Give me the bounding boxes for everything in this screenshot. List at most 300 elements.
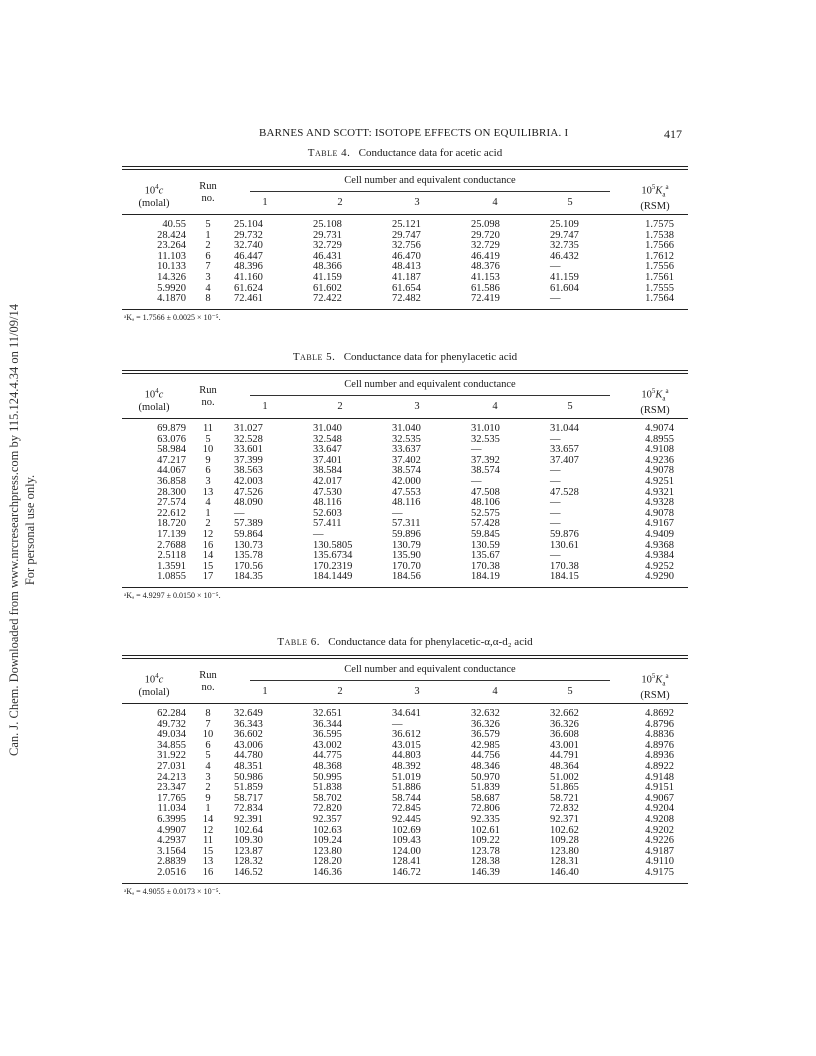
table-cell: 124.00 xyxy=(392,845,421,857)
table-cell: 4.2937 xyxy=(157,835,186,847)
table-cell: 102.61 xyxy=(471,824,500,836)
table-cell: 62.284 xyxy=(157,708,186,719)
table-cell: 9 xyxy=(205,792,211,804)
table-cell: 3.1564 xyxy=(157,845,186,857)
col-cell-2: 2 xyxy=(337,401,343,412)
col-cell-4: 4 xyxy=(492,197,498,208)
col-ka: $10^5K_a^a$ (RSM) xyxy=(640,387,670,416)
table-cell: 4.9368 xyxy=(645,539,674,551)
bottom-rule xyxy=(122,883,688,884)
table-cell: 4.9252 xyxy=(645,560,674,572)
table-caption xyxy=(122,351,688,363)
table-cell: 38.574 xyxy=(471,465,500,477)
table-cell: 57.389 xyxy=(234,518,263,530)
table-cell: 4.1870 xyxy=(157,293,186,305)
table-cell: 1.0855 xyxy=(157,571,186,583)
col-cell-4: 4 xyxy=(492,686,498,697)
table-cell: 38.574 xyxy=(392,465,421,477)
table-cell: — xyxy=(313,528,324,540)
table-cell: 44.775 xyxy=(313,750,342,762)
table-cell: — xyxy=(550,550,561,562)
table-cell: 32.735 xyxy=(550,240,579,252)
table-cell: 4.8976 xyxy=(645,739,674,751)
table-cell: 14 xyxy=(202,813,214,825)
table-cell: 72.419 xyxy=(471,293,500,305)
table-cell: 33.637 xyxy=(392,444,421,456)
table-cell: 17 xyxy=(202,571,214,583)
bottom-rule xyxy=(122,587,688,588)
table-cell: 29.732 xyxy=(234,229,263,241)
table-cell: 33.601 xyxy=(234,444,263,456)
table-cell: 42.003 xyxy=(234,475,263,487)
table-cell: 32.729 xyxy=(313,240,342,252)
table-row xyxy=(122,294,688,305)
col-concentration: $10^4c$ (molal) xyxy=(138,672,170,698)
table-cell: 58.721 xyxy=(550,792,579,804)
table-cell: 50.970 xyxy=(471,771,500,783)
running-title: BARNES AND SCOTT: ISOTOPE EFFECTS ON EQUILIBRIA. I xyxy=(259,127,569,139)
table-cell: 48.116 xyxy=(392,497,421,509)
table-cell: 29.747 xyxy=(392,229,421,241)
table-cell: 38.563 xyxy=(234,465,263,477)
table-row xyxy=(122,477,688,488)
table-cell: 48.366 xyxy=(313,261,342,273)
table-cell: 31.044 xyxy=(550,423,579,434)
table-label: Table 5. xyxy=(292,351,336,363)
table-cell: 25.098 xyxy=(471,219,500,230)
table-cell: 4.9167 xyxy=(645,518,674,530)
table-cell: 92.357 xyxy=(313,813,342,825)
table-cell: 43.006 xyxy=(234,739,263,751)
table-cell: 7 xyxy=(205,261,211,273)
table-cell: 5.9920 xyxy=(157,282,186,294)
table-footnote: ᵃKₐ = 4.9055 ± 0.0173 × 10⁻⁵. xyxy=(124,886,221,896)
table-cell: 170.2319 xyxy=(313,560,353,572)
table-cell: 47.553 xyxy=(392,486,421,498)
table-cell: 130.79 xyxy=(392,539,421,551)
table-cell: 32.756 xyxy=(392,240,421,252)
table-cell: 32.651 xyxy=(313,708,342,719)
table-cell: 1.7538 xyxy=(645,229,674,241)
watermark-line-1: Can. J. Chem. Downloaded from www.nrcresearchpress.com by 115.124.4.34 on 11/09/14 xyxy=(7,304,21,756)
table-cell: 42.000 xyxy=(392,475,421,487)
table-cell: 47.528 xyxy=(550,486,579,498)
table-cell: 25.104 xyxy=(234,219,263,230)
table-cell: 16 xyxy=(202,539,214,551)
table-cell: 48.116 xyxy=(313,497,342,509)
table-cell: 48.368 xyxy=(313,760,342,772)
table-cell: 14.326 xyxy=(157,271,186,283)
table-cell: 135.6734 xyxy=(313,550,353,562)
table-cell: 51.002 xyxy=(550,771,579,783)
table-row xyxy=(122,572,688,583)
table-cell: 59.845 xyxy=(471,528,500,540)
table-cell: 31.027 xyxy=(234,423,263,434)
table-cell: 4.9204 xyxy=(645,803,674,815)
table-cell: 6.3995 xyxy=(157,813,186,825)
col-run: Run no. xyxy=(199,670,217,693)
table-cell: 32.535 xyxy=(471,433,500,445)
table-cell: 29.731 xyxy=(313,229,342,241)
table-body xyxy=(122,424,688,583)
table-cell: 16 xyxy=(202,866,214,878)
table-cell: 49.732 xyxy=(157,718,186,730)
header-rule xyxy=(122,703,688,704)
table-cell: 130.73 xyxy=(234,539,263,551)
table-row xyxy=(122,868,688,879)
table-cell: 4.9251 xyxy=(645,475,674,487)
table-cell: 92.335 xyxy=(471,813,500,825)
table-cell: 128.32 xyxy=(234,856,263,868)
table-cell: 2 xyxy=(205,240,211,252)
table-cell: 47.217 xyxy=(157,454,186,466)
table-cell: 48.413 xyxy=(392,261,421,273)
table-cell: 92.371 xyxy=(550,813,579,825)
table-cell: 41.159 xyxy=(550,271,579,283)
table-cell: 5 xyxy=(205,433,211,445)
table-cell: 48.090 xyxy=(234,497,263,509)
table-cell: 2 xyxy=(205,518,211,530)
table-cell: 41.160 xyxy=(234,271,263,283)
table-cell: 36.579 xyxy=(471,729,500,741)
page-number: 417 xyxy=(664,127,682,141)
table-cell: 29.747 xyxy=(550,229,579,241)
table-body xyxy=(122,709,688,879)
table-cell: 170.70 xyxy=(392,560,421,572)
table-cell: 27.574 xyxy=(157,497,186,509)
col-cell-1: 1 xyxy=(262,686,268,697)
table-cell: 36.602 xyxy=(234,729,263,741)
table-5 xyxy=(122,351,688,600)
table-cell: 8 xyxy=(205,708,211,719)
table-cell: 32.740 xyxy=(234,240,263,252)
table-cell: 146.72 xyxy=(392,866,421,878)
table-cell: 32.632 xyxy=(471,708,500,719)
table-cell: 184.19 xyxy=(471,571,500,583)
table-row xyxy=(122,530,688,541)
table-cell: 47.508 xyxy=(471,486,500,498)
table-cell: 36.344 xyxy=(313,718,342,730)
table-cell: 57.311 xyxy=(392,518,421,530)
table-cell: 1.7566 xyxy=(645,240,674,252)
header-rule xyxy=(122,214,688,215)
col-concentration: $10^4c$ (molal) xyxy=(138,183,170,209)
table-cell: 109.28 xyxy=(550,835,579,847)
table-cell: 25.108 xyxy=(313,219,342,230)
table-cell: 32.548 xyxy=(313,433,342,445)
table-cell: 48.396 xyxy=(234,261,263,273)
table-cell: 4.8955 xyxy=(645,433,674,445)
table-cell: 36.326 xyxy=(471,718,500,730)
table-cell: 135.67 xyxy=(471,550,500,562)
table-6 xyxy=(122,636,688,896)
table-cell: 57.411 xyxy=(313,518,342,530)
table-cell: 1.7556 xyxy=(645,261,674,273)
table-cell: 28.300 xyxy=(157,486,186,498)
table-cell: 51.019 xyxy=(392,771,421,783)
table-cell: 33.657 xyxy=(550,444,579,456)
table-cell: 1.7612 xyxy=(645,250,674,262)
table-cell: 4 xyxy=(205,282,211,294)
table-cell: 48.376 xyxy=(471,261,500,273)
table-cell: 25.121 xyxy=(392,219,421,230)
table-cell: 31.922 xyxy=(157,750,186,762)
table-cell: 4.9108 xyxy=(645,444,674,456)
table-cell: 1 xyxy=(205,229,211,241)
table-cell: 4.9328 xyxy=(645,497,674,509)
table-cell: 4.9384 xyxy=(645,550,674,562)
table-cell: — xyxy=(550,433,561,445)
table-cell: 44.780 xyxy=(234,750,263,762)
table-cell: 43.015 xyxy=(392,739,421,751)
bottom-rule xyxy=(122,309,688,310)
table-cell: 5 xyxy=(205,750,211,762)
table-cell: 1 xyxy=(205,507,211,519)
table-cell: 6 xyxy=(205,465,211,477)
table-cell: 61.604 xyxy=(550,282,579,294)
table-cell: 51.859 xyxy=(234,782,263,794)
table-cell: 23.264 xyxy=(157,240,186,252)
table-cell: 27.031 xyxy=(157,760,186,772)
table-cell: 4 xyxy=(205,497,211,509)
table-cell: 44.791 xyxy=(550,750,579,762)
table-cell: 46.432 xyxy=(550,250,579,262)
table-cell: 17.139 xyxy=(157,528,186,540)
table-cell: 37.392 xyxy=(471,454,500,466)
table-cell: 8 xyxy=(205,293,211,305)
table-cell: 146.36 xyxy=(313,866,342,878)
table-cell: 40.55 xyxy=(162,219,186,230)
col-cell-1: 1 xyxy=(262,197,268,208)
table-cell: 36.608 xyxy=(550,729,579,741)
table-title: Conductance data for acetic acid xyxy=(358,147,503,159)
table-cell: 32.729 xyxy=(471,240,500,252)
table-cell: 102.64 xyxy=(234,824,263,836)
table-cell: 11.103 xyxy=(157,250,186,262)
table-cell: 1.3591 xyxy=(157,560,186,572)
col-cell-2: 2 xyxy=(337,686,343,697)
table-cell: 37.401 xyxy=(313,454,342,466)
table-cell: 4.9110 xyxy=(645,856,674,868)
table-cell: 43.002 xyxy=(313,739,342,751)
table-body xyxy=(122,220,688,305)
table-cell: 50.986 xyxy=(234,771,263,783)
table-cell: 51.838 xyxy=(313,782,342,794)
table-cell: 2.0516 xyxy=(157,866,186,878)
table-cell: 25.109 xyxy=(550,219,579,230)
table-cell: 4.8796 xyxy=(645,718,674,730)
table-cell: 31.010 xyxy=(471,423,500,434)
table-cell: 4 xyxy=(205,760,211,772)
table-cell: 44.756 xyxy=(471,750,500,762)
table-cell: 72.820 xyxy=(313,803,342,815)
table-cell: 41.153 xyxy=(471,271,500,283)
table-cell: 48.392 xyxy=(392,760,421,772)
table-cell: 46.470 xyxy=(392,250,421,262)
table-row xyxy=(122,762,688,773)
table-cell: 4.9226 xyxy=(645,835,674,847)
table-cell: 22.612 xyxy=(157,507,186,519)
table-cell: 4.8836 xyxy=(645,729,674,741)
table-footnote: ᵃKₐ = 4.9297 ± 0.0150 × 10⁻⁵. xyxy=(124,590,221,600)
table-cell: 42.985 xyxy=(471,739,500,751)
col-cell-3: 3 xyxy=(414,197,420,208)
table-cell: 1.7555 xyxy=(645,282,674,294)
table-cell: 4.9290 xyxy=(645,571,674,583)
table-cell: 61.586 xyxy=(471,282,500,294)
group-rule xyxy=(250,395,610,396)
table-cell: 1.7561 xyxy=(645,271,674,283)
table-row xyxy=(122,220,688,231)
table-cell: — xyxy=(550,261,561,273)
table-caption xyxy=(122,147,688,159)
table-cell: 1.7575 xyxy=(645,219,674,230)
table-cell: 34.641 xyxy=(392,708,421,719)
table-header xyxy=(122,374,688,418)
table-cell: 50.995 xyxy=(313,771,342,783)
table-cell: 146.39 xyxy=(471,866,500,878)
table-cell: 14 xyxy=(202,550,214,562)
table-cell: — xyxy=(234,507,245,519)
table-cell: 52.575 xyxy=(471,507,500,519)
table-cell: 92.445 xyxy=(392,813,421,825)
col-cell-3: 3 xyxy=(414,401,420,412)
table-label: Table 4. xyxy=(307,147,351,159)
table-cell: 4.9907 xyxy=(157,824,186,836)
table-cell: 31.040 xyxy=(313,423,342,434)
table-cell: 146.40 xyxy=(550,866,579,878)
table-cell: 58.702 xyxy=(313,792,342,804)
table-title: Conductance data for phenylacetic acid xyxy=(343,351,518,363)
table-cell: 72.806 xyxy=(471,803,500,815)
table-cell: 72.834 xyxy=(234,803,263,815)
col-cell-1: 1 xyxy=(262,401,268,412)
table-cell: 12 xyxy=(202,824,214,836)
table-cell: 2.5118 xyxy=(157,550,186,562)
table-cell: 109.22 xyxy=(471,835,500,847)
table-rows xyxy=(122,424,688,583)
table-cell: 13 xyxy=(202,856,214,868)
table-cell: 41.187 xyxy=(392,271,421,283)
table-cell: 48.106 xyxy=(471,497,500,509)
table-cell: 123.80 xyxy=(313,845,342,857)
table-cell: 109.24 xyxy=(313,835,342,847)
col-run: Run no. xyxy=(199,181,217,204)
table-cell: — xyxy=(471,444,482,456)
table-cell: 36.343 xyxy=(234,718,263,730)
table-cell: 10.133 xyxy=(157,261,186,273)
table-row xyxy=(122,424,688,435)
table-cell: 1.7564 xyxy=(645,293,674,305)
table-cell: 63.076 xyxy=(157,433,186,445)
table-cell: 18.720 xyxy=(157,518,186,530)
table-cell: 170.38 xyxy=(471,560,500,572)
table-rows xyxy=(122,220,688,305)
table-cell: 38.584 xyxy=(313,465,342,477)
table-cell: 37.407 xyxy=(550,454,579,466)
table-cell: — xyxy=(550,293,561,305)
table-cell: 72.422 xyxy=(313,293,342,305)
table-cell: 170.38 xyxy=(550,560,579,572)
table-cell: 11.034 xyxy=(157,803,186,815)
table-cell: 61.602 xyxy=(313,282,342,294)
table-cell: 33.647 xyxy=(313,444,342,456)
table-cell: 4.9067 xyxy=(645,792,674,804)
table-cell: 3 xyxy=(205,771,211,783)
table-cell: 4.9236 xyxy=(645,454,674,466)
group-rule xyxy=(250,191,610,192)
table-cell: 61.654 xyxy=(392,282,421,294)
table-cell: — xyxy=(392,507,403,519)
table-cell: 48.351 xyxy=(234,760,263,772)
table-cell: 72.845 xyxy=(392,803,421,815)
table-cell: 4.9175 xyxy=(645,866,674,878)
table-cell: 58.717 xyxy=(234,792,263,804)
table-cell: 36.326 xyxy=(550,718,579,730)
table-cell: 46.447 xyxy=(234,250,263,262)
table-cell: 58.744 xyxy=(392,792,421,804)
table-caption xyxy=(122,636,688,648)
col-cell-5: 5 xyxy=(567,401,573,412)
table-cell: 184.35 xyxy=(234,571,263,583)
table-cell: 130.59 xyxy=(471,539,500,551)
table-cell: 32.649 xyxy=(234,708,263,719)
group-header: Cell number and equivalent conductance xyxy=(344,664,516,675)
table-cell: 4.9078 xyxy=(645,507,674,519)
table-row xyxy=(122,815,688,826)
table-footnote: ᵃKₐ = 1.7566 ± 0.0025 × 10⁻⁵. xyxy=(124,312,221,322)
table-cell: 3 xyxy=(205,271,211,283)
table-cell: 4.9151 xyxy=(645,782,674,794)
table-cell: 184.15 xyxy=(550,571,579,583)
table-cell: — xyxy=(550,518,561,530)
table-cell: 47.526 xyxy=(234,486,263,498)
table-cell: 41.159 xyxy=(313,271,342,283)
table-cell: 13 xyxy=(202,486,214,498)
table-cell: 36.595 xyxy=(313,729,342,741)
table-cell: 4.9148 xyxy=(645,771,674,783)
table-cell: 102.69 xyxy=(392,824,421,836)
table-cell: 59.896 xyxy=(392,528,421,540)
table-cell: 48.346 xyxy=(471,760,500,772)
table-cell: 135.90 xyxy=(392,550,421,562)
table-cell: 32.528 xyxy=(234,433,263,445)
table-cell: 52.603 xyxy=(313,507,342,519)
table-cell: 36.858 xyxy=(157,475,186,487)
table-cell: — xyxy=(550,475,561,487)
table-cell: 135.78 xyxy=(234,550,263,562)
table-cell: 59.864 xyxy=(234,528,263,540)
table-cell: 7 xyxy=(205,718,211,730)
table-cell: 37.402 xyxy=(392,454,421,466)
table-cell: 102.62 xyxy=(550,824,579,836)
table-cell: 146.52 xyxy=(234,866,263,878)
table-cell: 47.530 xyxy=(313,486,342,498)
table-cell: 130.5805 xyxy=(313,539,353,551)
table-cell: 37.399 xyxy=(234,454,263,466)
table-cell: 4.8922 xyxy=(645,760,674,772)
table-cell: 2 xyxy=(205,782,211,794)
table-cell: 23.347 xyxy=(157,782,186,794)
col-concentration: $10^4c$ (molal) xyxy=(138,387,170,413)
watermark-line-2: For personal use only. xyxy=(23,474,37,586)
table-cell: 69.879 xyxy=(157,423,186,434)
table-cell: 5 xyxy=(205,219,211,230)
table-cell: 2.7688 xyxy=(157,539,186,551)
table-cell: 58.984 xyxy=(157,444,186,456)
table-cell: 128.20 xyxy=(313,856,342,868)
download-watermark xyxy=(6,170,46,890)
